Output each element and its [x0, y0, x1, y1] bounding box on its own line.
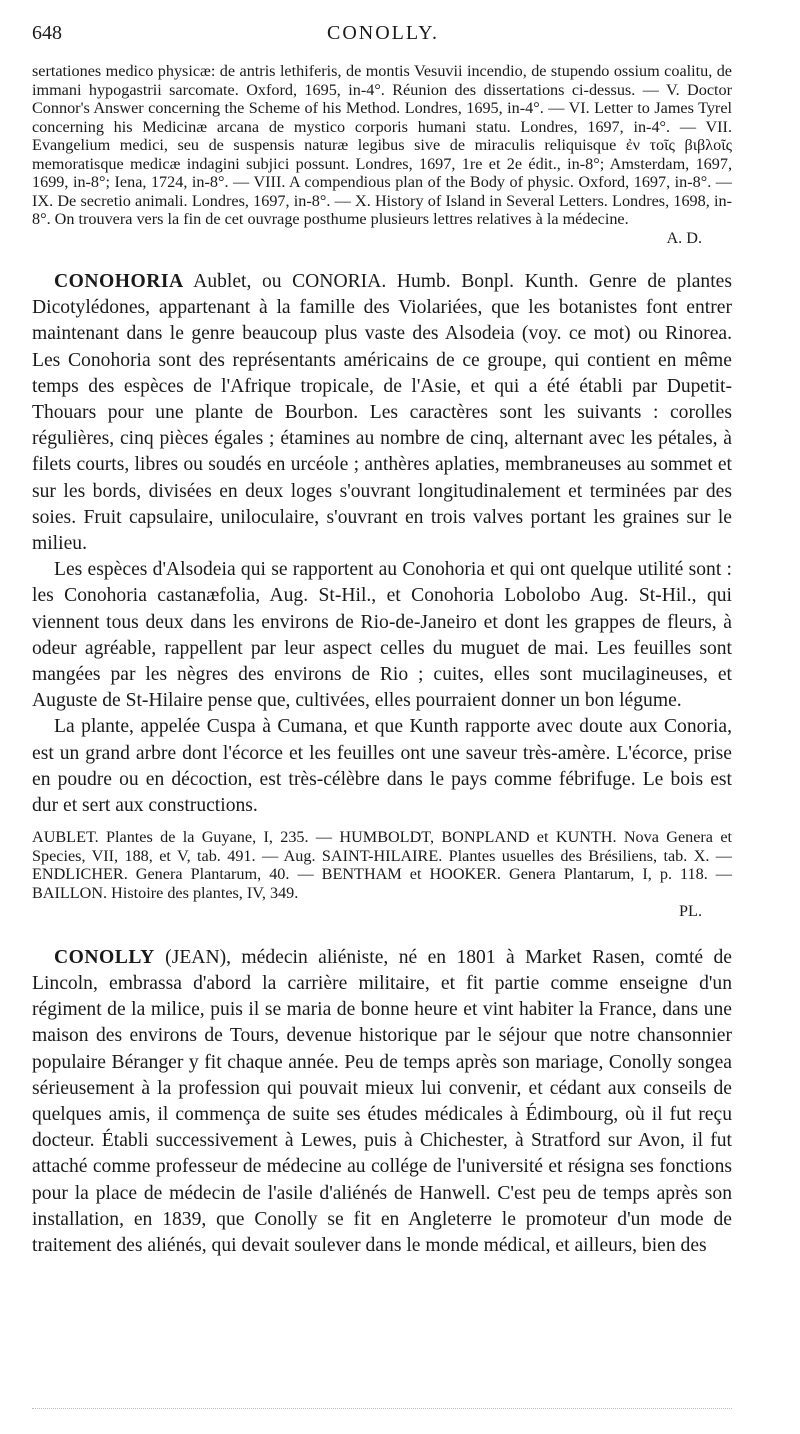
conohoria-entry [32, 269, 732, 819]
author-signature: A. D. [666, 228, 702, 247]
bibliography-text: sertationes medico physicæ: de antris lethiferis, de montis Vesuvii incendio, de stupendo ossium coalitu, de immani hypogastrii sarcomate. Oxford, 1695, in-4°. Réunion des dissertations ci-dessus. — V. Doctor Connor's Answer concerning the Scheme of his Method. Londres, 1695, in-4°. — VI. Letter to James Tyrel concerning his Medicinæ arcana de mystico corporis humani statu. Londres, 1697, in-4°. — VII. Evangelium medici, seu de suspensis naturæ legibus sive de miraculis reliquisque ἐν τοῖς βιβλοῖς memoratisque medicæ indagini subjici possunt. Londres, 1697, 1re et 2e édit., in-8°; Amsterdam, 1697, 1699, in-8°; Iena, 1724, in-8°. — VIII. A compendious plan of the Body of physic. Oxford, 1697, in-8°. — IX. De secretio animali. Londres, 1697, in-8°. — X. History of Island in Several Letters. Londres, 1698, in-8°. On trouvera vers la fin de cet ouvrage posthume plusieurs lettres relatives à la médecine. [32, 62, 732, 228]
conolly-bibliography-section [32, 62, 732, 247]
page-header [32, 22, 732, 48]
conohoria-paragraph-1 [32, 269, 732, 557]
conolly-jean-text: (JEAN), médecin aliéniste, né en 1801 à Market Rasen, comté de Lincoln, embrassa d'abord la carrière militaire, et fit partie comme enseigne d'un régiment de la milice, puis il se maria de bonne heure et vint habiter la France, dans une maison des environs de Tours, devenue historique par le séjour que notre chansonnier populaire Béranger y fit chaque année. Peu de temps après son mariage, Conolly songea sérieusement à la profession qui pouvait mieux lui convenir, et cédant aux conseils de quelques amis, il commença de suite ses études médicales à Édimbourg, où il fut reçu docteur. Établi successivement à Lewes, puis à Chichester, à Stratford sur Avon, il fut attaché comme professeur de médecine au collége de l'université et résigna ses fonctions pour la place de médecin de l'asile d'aliénés de Hanwell. C'est peu de temps après son installation, en 1839, que Conolly se fit en Angleterre le promoteur d'un mode de traitement des aliénés, qui devait soulever dans le monde médical, et ailleurs, bien des [32, 946, 732, 1256]
page-number: 648 [32, 22, 62, 44]
conohoria-references [32, 828, 732, 921]
conolly-jean-entry [32, 945, 732, 1259]
references-signature: PL. [679, 902, 702, 921]
dictionary-page [32, 22, 732, 1259]
conolly-headword: CONOLLY [54, 946, 155, 968]
conohoria-paragraph-2: Les espèces d'Alsodeia qui se rapportent au Conohoria et qui ont quelque utilité sont : les Conohoria castanæfolia, Aug. St-Hil., et Conohoria Lobolobo Aug. St-Hil., qui viennent tous deux dans les environs de Rio-de-Janeiro et dont les grappes de fleurs, à odeur agréable, rappellent par leur aspect celles du muguet de mai. Les feuilles sont mangées par les nègres des environs de Rio ; cuites, elles sont mucilagineuses, et Auguste de St-Hilaire pense que, cultivées, elles pourraient donner un bon légume. [32, 559, 732, 712]
page-footer-rule [32, 1408, 732, 1413]
references-text: AUBLET. Plantes de la Guyane, I, 235. — HUMBOLDT, BONPLAND et KUNTH. Nova Genera et Species, VII, 188, et V, tab. 491. — Aug. SAINT-HILAIRE. Plantes usuelles des Brésiliens, tab. X. — ENDLICHER. Genera Plantarum, 40. — BENTHAM et HOOKER. Genera Plantarum, I, p. 118. — BAILLON. Histoire des plantes, IV, 349. [32, 828, 732, 902]
conolly-jean-paragraph [32, 945, 732, 1259]
conohoria-text-1: Aublet, ou CONORIA. Humb. Bonpl. Kunth. Genre de plantes Dicotylédones, appartenant à la famille des Violariées, que les botanistes font entrer maintenant dans le genre beaucoup plus vaste des Alsodeia (voy. ce mot) ou Rinorea. Les Conohoria sont des représentants américains de ce groupe, qui contient en même temps des espèces de l'Afrique tropicale, de l'Asie, et qui a été établi par Dupetit-Thouars pour une plante de Bourbon. Les caractères sont les suivants : corolles régulières, cinq pièces égales ; étamines au nombre de cinq, alternant avec les pétales, à filets courts, libres ou soudés en urcéole ; anthères aplaties, membraneuses au sommet et sur les bords, divisées en deux loges s'ouvrant longitudinalement et terminées par des soies. Fruit capsulaire, uniloculaire, s'ouvrant en trois valves portant les graines sur le milieu. [32, 271, 732, 555]
conohoria-paragraph-3: La plante, appelée Cuspa à Cumana, et que Kunth rapporte avec doute aux Conoria, est un grand arbre dont l'écorce et les feuilles ont une saveur très-amère. L'écorce, prise en poudre ou en décoction, est très-célèbre dans le pays comme fébrifuge. Le bois est dur et sert aux constructions. [32, 716, 732, 817]
running-title: CONOLLY. [327, 22, 439, 44]
conohoria-headword: CONOHORIA [54, 271, 184, 292]
